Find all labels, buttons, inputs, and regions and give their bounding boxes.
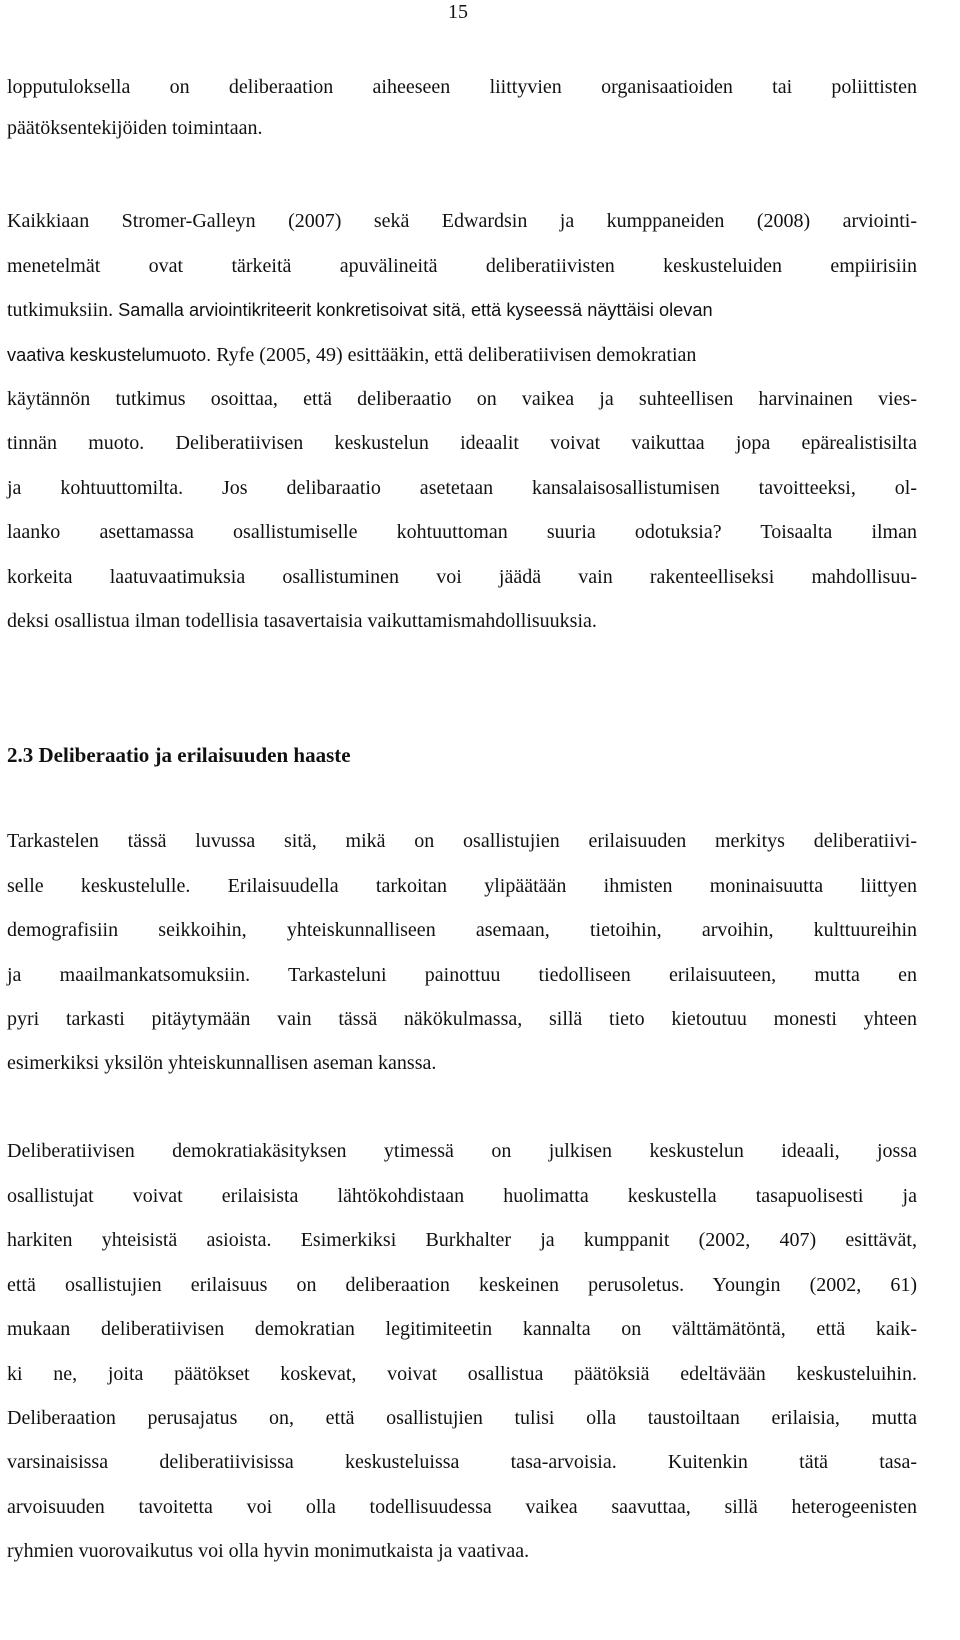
paragraph-2-line-2: menetelmät ovat tärkeitä apuvälineitä deliberatiivisten keskusteluiden empiirisiin	[7, 255, 917, 277]
paragraph-4-line-9: arvoisuuden tavoitetta voi olla todellisuudessa vaikea saavuttaa, sillä heterogeenisten	[7, 1496, 917, 1518]
paragraph-4-line-2: osallistujat voivat erilaisista lähtökohdistaan huolimatta keskustella tasapuolisesti ja	[7, 1185, 917, 1207]
paragraph-4-line-10: ryhmien vuorovaikutus voi olla hyvin monimutkaista ja vaativaa.	[7, 1540, 530, 1562]
paragraph-2-line-6: tinnän muoto. Deliberatiivisen keskustelun ideaalit voivat vaikuttaa jopa epärealistisilta	[7, 432, 917, 454]
paragraph-1-line-2: päätöksentekijöiden toimintaan.	[7, 117, 263, 139]
paragraph-4-line-6: ki ne, joita päätökset koskevat, voivat osallistua päätöksiä edeltävään keskusteluihin.	[7, 1363, 917, 1385]
paragraph-2-line-4	[7, 343, 696, 367]
paragraph-2-line-7: ja kohtuuttomilta. Jos delibaraatio asetetaan kansalaisosallistumisen tavoitteeksi, ol-	[7, 477, 917, 499]
paragraph-4-line-4: että osallistujien erilaisuus on deliberaation keskeinen perusoletus. Youngin (2002, 61)	[7, 1274, 917, 1296]
paragraph-1-line-1: lopputuloksella on deliberaation aiheeseen liittyvien organisaatioiden tai poliittisten	[7, 76, 917, 98]
paragraph-2-line-3-sans: Samalla arviointikriteerit konkretisoivat sitä, että kyseessä näyttäisi olevan	[113, 300, 713, 320]
paragraph-4-line-3: harkiten yhteisistä asioista. Esimerkiksi Burkhalter ja kumppanit (2002, 407) esittävät,	[7, 1229, 917, 1251]
paragraph-3-line-4: ja maailmankatsomuksiin. Tarkasteluni painottuu tiedolliseen erilaisuuteen, mutta en	[7, 964, 917, 986]
paragraph-2-line-1: Kaikkiaan Stromer-Galleyn (2007) sekä Edwardsin ja kumppaneiden (2008) arviointi-	[7, 210, 917, 232]
paragraph-3-line-2: selle keskustelulle. Erilaisuudella tarkoitan ylipäätään ihmisten moninaisuutta liittyen	[7, 875, 917, 897]
paragraph-3-line-6: esimerkiksi yksilön yhteiskunnallisen aseman kanssa.	[7, 1052, 437, 1074]
paragraph-3-line-5: pyri tarkasti pitäytymään vain tässä näkökulmassa, sillä tieto kietoutuu monesti yhteen	[7, 1008, 917, 1030]
paragraph-4-line-8: varsinaisissa deliberatiivisissa keskusteluissa tasa-arvoisia. Kuitenkin tätä tasa-	[7, 1451, 917, 1473]
paragraph-4-line-7: Deliberaation perusajatus on, että osallistujien tulisi olla taustoiltaan erilaisia, mutta	[7, 1407, 917, 1429]
paragraph-2-line-10: deksi osallistua ilman todellisia tasavertaisia vaikuttamismahdollisuuksia.	[7, 610, 597, 632]
paragraph-2-line-5: käytännön tutkimus osoittaa, että deliberaatio on vaikea ja suhteellisen harvinainen vies-	[7, 388, 917, 410]
paragraph-3-line-3: demografisiin seikkoihin, yhteiskunnalliseen asemaan, tietoihin, arvoihin, kulttuureihin	[7, 919, 917, 941]
section-heading: 2.3 Deliberaatio ja erilaisuuden haaste	[7, 743, 351, 767]
paragraph-2-line-9: korkeita laatuvaatimuksia osallistuminen voi jäädä vain rakenteelliseksi mahdollisuu-	[7, 566, 917, 588]
paragraph-2-line-4-sans: vaativa keskustelumuoto.	[7, 345, 212, 365]
paragraph-2-line-8: laanko asettamassa osallistumiselle kohtuuttoman suuria odotuksia? Toisaalta ilman	[7, 521, 917, 543]
paragraph-3-line-1: Tarkastelen tässä luvussa sitä, mikä on osallistujien erilaisuuden merkitys deliberatiivi-	[7, 830, 917, 852]
page-number: 15	[448, 1, 468, 23]
paragraph-2-line-4-serif: Ryfe (2005, 49) esittääkin, että deliberatiivisen demokratian	[211, 344, 697, 366]
paragraph-4-line-5: mukaan deliberatiivisen demokratian legitimiteetin kannalta on välttämätöntä, että kaik-	[7, 1318, 917, 1340]
paragraph-2-line-3-serif: tutkimuksiin.	[7, 299, 114, 321]
paragraph-4-line-1: Deliberatiivisen demokratiakäsityksen ytimessä on julkisen keskustelun ideaali, jossa	[7, 1140, 917, 1162]
paragraph-2-line-3	[7, 298, 713, 322]
